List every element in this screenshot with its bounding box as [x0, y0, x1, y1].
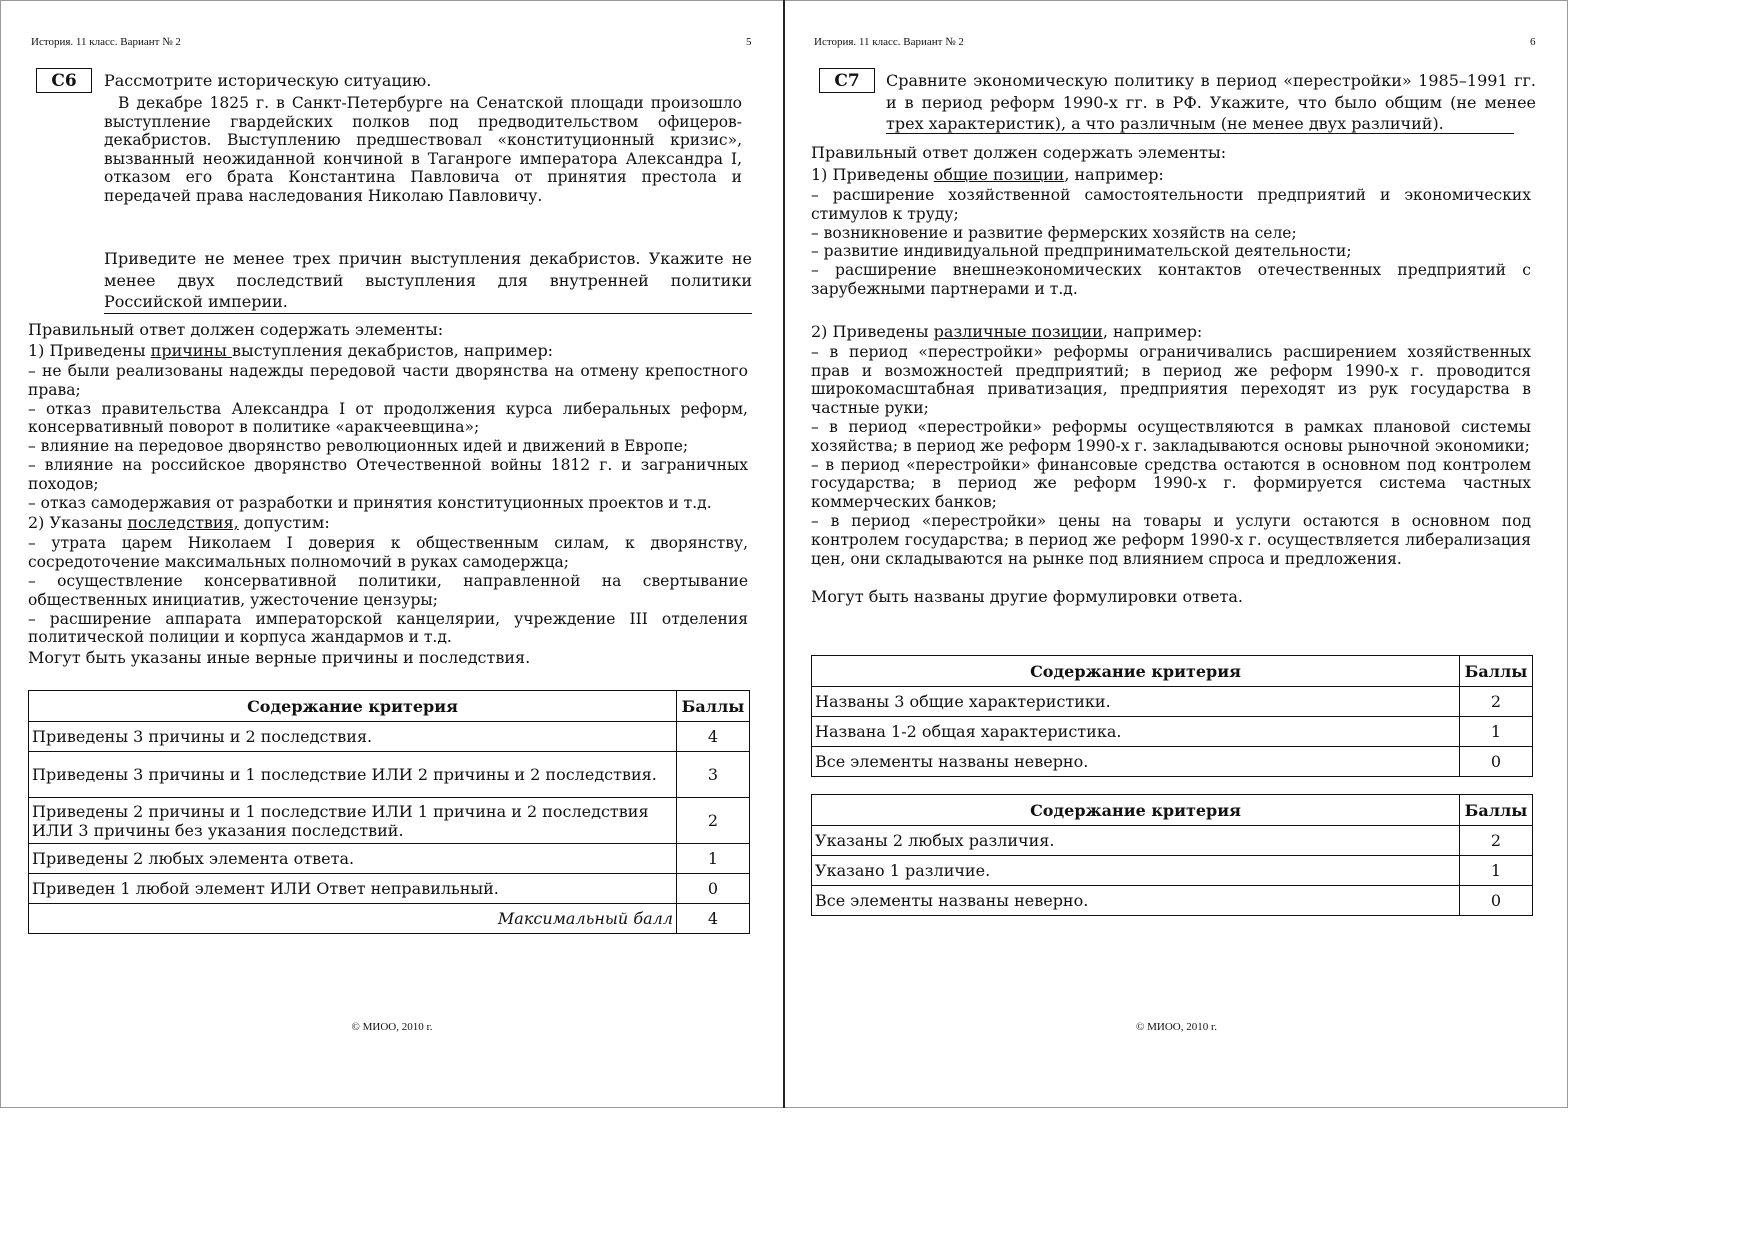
table-header-row: [812, 656, 1533, 687]
criterion-cell: Указаны 2 любых различия.: [812, 826, 1460, 856]
points-cell: 2: [1460, 826, 1533, 856]
table-row: [812, 856, 1533, 886]
table-row: [29, 844, 750, 874]
part2-heading: [811, 321, 1531, 343]
task-underline: [104, 313, 752, 314]
criterion-cell: Все элементы названы неверно.: [812, 747, 1460, 777]
part1-item: – расширение хозяйственной самостоятельности предприятий и экономических стимулов к труду;: [811, 186, 1531, 223]
table-row: [812, 826, 1533, 856]
part2-item: – расширение аппарата императорской канцелярии, учреждение III отделения политической полиции и корпуса жандармов и т.д.: [28, 609, 748, 647]
max-score-label: Максимальный балл: [29, 904, 677, 934]
part1-item: – развитие индивидуальной предпринимательской деятельности;: [811, 242, 1352, 261]
table-row: [29, 874, 750, 904]
criterion-cell: Названа 1-2 общая характеристика.: [812, 717, 1460, 747]
part2-key: последствия,: [127, 513, 239, 533]
part2-key: различные позиции: [933, 321, 1103, 341]
points-cell: 2: [1460, 687, 1533, 717]
table-header-row: [29, 691, 750, 722]
closing-note: Могут быть названы другие формулировки ответа.: [811, 587, 1243, 607]
task-underline: [886, 133, 1514, 134]
max-score-value: 4: [677, 904, 750, 934]
part1-heading: [811, 164, 1531, 186]
points-cell: 1: [1460, 717, 1533, 747]
answer-heading: Правильный ответ должен содержать элементы:: [811, 143, 1227, 162]
header-criterion: Содержание критерия: [812, 656, 1460, 687]
points-cell: 2: [677, 798, 750, 844]
part2-item: – в период «перестройки» цены на товары и услуги остаются в основном под контролем государства; в период же реформ 1990-х г. осуществляется либерализация цен, они складываются на рынке под влиянием спроса и предложения.: [811, 511, 1531, 568]
situation-text: В декабре 1825 г. в Санкт-Петербурге на Сенатской площади произошло выступление гвардейских полков под предводительством офицеров-декабристов. Выступлению предшествовал «конституционный кризис», вызванный неожиданной кончиной в Таганроге императора Александра I, отказом его брата Константина Павловича от принятия престола и передачей права наследования Николаю Павловичу.: [104, 94, 742, 205]
table-row: [812, 886, 1533, 916]
spacer: [811, 568, 1531, 586]
table-row: [812, 687, 1533, 717]
part1-suffix: выступления декабристов, например:: [231, 341, 554, 360]
points-cell: 0: [1460, 886, 1533, 916]
page-number: 5: [746, 36, 752, 48]
criterion-cell: Приведены 2 причины и 1 последствие ИЛИ 1 причина и 2 последствия ИЛИ 3 причины без указания последствий.: [29, 798, 677, 844]
part1-item: – отказ правительства Александра I от продолжения курса либеральных реформ, консервативный поворот в политике «аракчеевщина»;: [28, 399, 748, 437]
task-badge: C6: [36, 68, 92, 93]
points-cell: 1: [677, 844, 750, 874]
answer-block: [28, 319, 748, 668]
criterion-cell: Все элементы названы неверно.: [812, 886, 1460, 916]
criterion-cell: Приведены 2 любых элемента ответа.: [29, 844, 677, 874]
part1-item: – отказ самодержавия от разработки и принятия конституционных проектов и т.д.: [28, 493, 712, 512]
criteria-table-differences: [811, 794, 1533, 916]
criterion-cell: Указано 1 различие.: [812, 856, 1460, 886]
header-points: Баллы: [1460, 795, 1533, 826]
part2-heading: [28, 512, 748, 534]
part2-item: – утрата царем Николаем I доверия к общественным силам, к дворянству, сосредоточение максимальных полномочий в руках самодержца;: [28, 534, 748, 572]
criterion-cell: Приведены 3 причины и 1 последствие ИЛИ 2 причины и 2 последствия.: [29, 752, 677, 798]
points-cell: 1: [1460, 856, 1533, 886]
table-row: [812, 717, 1533, 747]
part2-prefix: 2) Указаны: [28, 513, 128, 533]
part2-item: – в период «перестройки» реформы ограничивались расширением хозяйственных прав и возможностей предприятий; в период же реформ 1990-х г. проводится широкомасштабная приватизация, предприятия переходят из рук государства в частные руки;: [811, 342, 1531, 418]
table-row: [29, 798, 750, 844]
running-head: История. 11 класс. Вариант № 2: [31, 36, 181, 48]
part1-prefix: 1) Приведены: [28, 341, 151, 360]
criteria-table: [28, 690, 750, 934]
task-question: Приведите не менее трех причин выступления декабристов. Укажите не менее двух последствий выступления для внутренней политики Российской империи.: [104, 249, 752, 311]
part2-prefix: 2) Приведены: [811, 321, 934, 341]
task-badge: C7: [819, 68, 875, 93]
part1-prefix: 1) Приведены: [811, 165, 934, 184]
task-text: Сравните экономическую политику в период «перестройки» 1985–1991 гг. и в период реформ 1990-х гг. в РФ. Укажите, что было общим (не менее трех характеристик), а что различным (не менее двух различий).: [886, 71, 1536, 133]
part1-item: – влияние на российское дворянство Отечественной войны 1812 г. и заграничных походов;: [28, 455, 748, 493]
header-criterion: Содержание критерия: [812, 795, 1460, 826]
criterion-cell: Приведены 3 причины и 2 последствия.: [29, 722, 677, 752]
criterion-cell: Приведен 1 любой элемент ИЛИ Ответ неправильный.: [29, 874, 677, 904]
footer-copyright: © МИОО, 2010 г.: [351, 1021, 433, 1033]
part2-item: – в период «перестройки» финансовые средства остаются в основном под контролем государства; в период же реформ 1990-х г. формируется система частных коммерческих банков;: [811, 455, 1531, 512]
max-score-row: [29, 904, 750, 934]
table-row: [29, 722, 750, 752]
answer-heading: Правильный ответ должен содержать элементы:: [28, 320, 444, 339]
part1-heading: [28, 340, 748, 362]
part1-item: – возникновение и развитие фермерских хозяйств на селе;: [811, 223, 1297, 242]
table-header-row: [812, 795, 1533, 826]
criteria-table-common: [811, 655, 1533, 777]
spacer: [811, 299, 1531, 321]
header-points: Баллы: [677, 691, 750, 722]
right-page: [785, 0, 1568, 1108]
running-head: История. 11 класс. Вариант № 2: [814, 36, 964, 48]
footer-copyright: © МИОО, 2010 г.: [1136, 1021, 1217, 1033]
header-criterion: Содержание критерия: [29, 691, 677, 722]
points-cell: 4: [677, 722, 750, 752]
part1-item: – расширение внешнеэкономических контактов отечественных предприятий с зарубежными партнерами и т.д.: [811, 261, 1531, 298]
closing-note: Могут быть указаны иные верные причины и последствия.: [28, 648, 531, 668]
part1-suffix: , например:: [1064, 165, 1164, 184]
part1-key: причины: [150, 341, 232, 360]
table-row: [29, 752, 750, 798]
criterion-cell: Названы 3 общие характеристики.: [812, 687, 1460, 717]
left-page: [0, 0, 784, 1108]
page-number: 6: [1530, 36, 1536, 48]
answer-block: [811, 142, 1531, 608]
part2-suffix: , например:: [1102, 321, 1203, 341]
part2-suffix: допустим:: [238, 513, 330, 533]
points-cell: 0: [1460, 747, 1533, 777]
part1-key: общие позиции: [933, 165, 1065, 184]
table-row: [812, 747, 1533, 777]
part1-item: – не были реализованы надежды передовой части дворянства на отмену крепостного права;: [28, 362, 748, 399]
points-cell: 0: [677, 874, 750, 904]
part2-item: – в период «перестройки» реформы осуществляются в рамках плановой системы хозяйства; в период же реформ 1990-х г. закладываются основы рыночной экономики;: [811, 417, 1531, 455]
part2-item: – осуществление консервативной политики, направленной на свертывание общественных инициатив, ужесточение цензуры;: [28, 571, 748, 609]
task-intro: Рассмотрите историческую ситуацию.: [104, 71, 432, 90]
points-cell: 3: [677, 752, 750, 798]
header-points: Баллы: [1460, 656, 1533, 687]
part1-item: – влияние на передовое дворянство революционных идей и движений в Европе;: [28, 437, 689, 456]
